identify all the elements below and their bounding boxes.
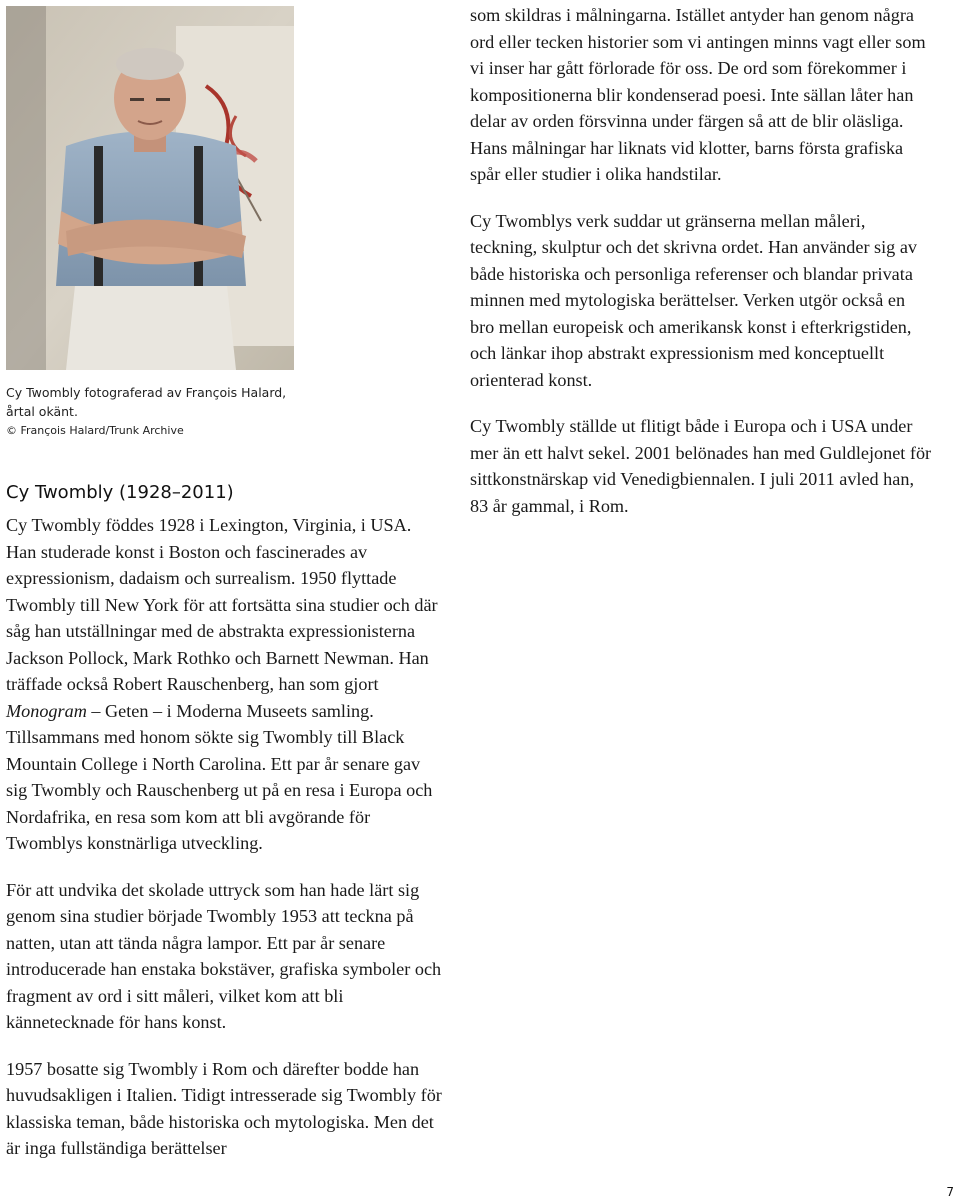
paragraph [6,512,442,857]
paragraph-text: Cy Twombly föddes 1928 i Lexington, Virginia, i USA. Han studerade konst i Boston och fascinerades av expressionism, dadaism och surrealism. 1950 flyttade Twombly till New York för att fortsätta sina studier och där såg han utställningar med de abstrakta expressionisterna Jackson Pollock, Mark Rothko och Barnett Newman. Han träffade också Robert Rauschenberg, han som gjort [6,515,438,694]
paragraph: 1957 bosatte sig Twombly i Rom och därefter bodde han huvudsakligen i Italien. Tidigt intresserade sig Twombly för klassiska teman, både historiska och mytologiska. Men det är inga fullständiga berättelser [6,1058,442,1158]
portrait-photo [6,6,294,370]
section-heading: Cy Twombly (1928–2011) [6,482,234,503]
caption-line: årtal okänt. [6,404,78,419]
photo-caption [6,383,306,440]
artwork-title: Monogram [6,700,87,721]
paragraph: Cy Twombly ställde ut flitigt både i Europa och i USA under mer än ett halvt sekel. 2001 belönades han med Guldlejonet för sittkonstnärskap vid Venedigbiennalen. I juli 2011 avled han, 83 år gammal, i Rom. [470,416,932,516]
page-number: 7 [946,1185,954,1199]
caption-line: Cy Twombly fotograferad av François Halard, [6,385,287,400]
left-column [6,512,442,1182]
paragraph: Cy Twomblys verk suddar ut gränserna mellan måleri, teckning, skulptur och det skrivna ordet. Han använder sig av både historiska och personliga referenser och blandar privata minnen med mytologiska berättelser. Verken utgör också en bro mellan europeisk och amerikansk konst i efterkrigstiden, och länkar ihop abstrakt expressionism med konceptuellt orienterad konst. [470,210,917,390]
right-column [470,2,932,539]
paragraph: som skildras i målningarna. Istället antyder han genom några ord eller tecken historier som vi antingen minns vagt eller som vi inser har gått förlorade för oss. De ord som förekommer i kompositionerna blir kondenserad poesi. Inte sällan låter han delar av orden försvinna under färgen så att de blir oläsliga. Hans målningar har liknats vid klotter, barns första grafiska spår eller studier i olika handstilar. [470,5,926,184]
photo-credit: © François Halard/Trunk Archive [6,424,184,437]
portrait-image [6,6,294,370]
paragraph-text: – Geten – i Moderna Museets samling. Tillsammans med honom sökte sig Twombly till Black Mountain College i North Carolina. Ett par år senare gav sig Twombly och Rauschenberg ut på en resa i Europa och Nordafrika, en resa som kom att bli avgörande för Twomblys konstnärliga utveckling. [6,700,433,853]
paragraph: För att undvika det skolade uttryck som han hade lärt sig genom sina studier började Twombly 1953 att teckna på natten, utan att tända några lampor. Ett par år senare introducerade han enstaka bokstäver, grafiska symboler och fragment av ord i sitt måleri, vilket kom att bli kännetecknade för hans konst. [6,879,442,1032]
